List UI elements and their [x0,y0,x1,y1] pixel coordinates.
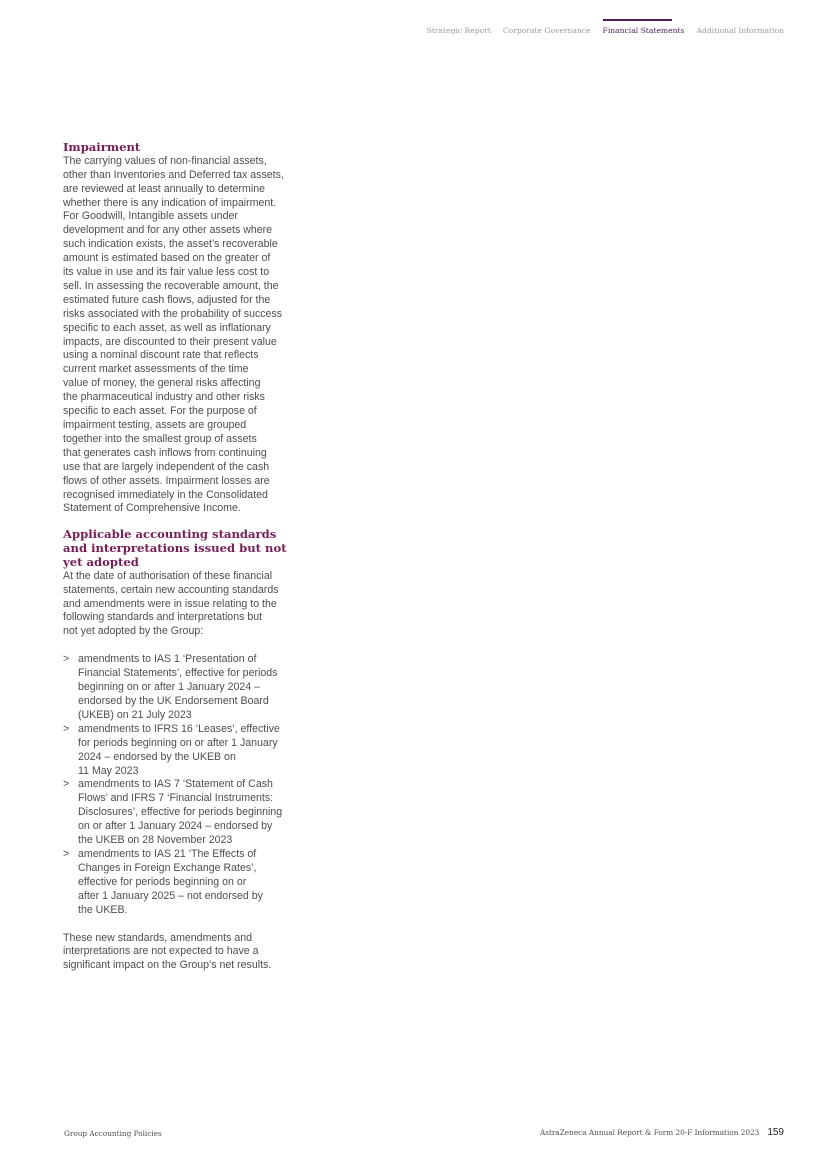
bullet-marker: > [63,778,70,791]
footer-section-title: Group Accounting Policies [64,1129,162,1138]
text-line: Statement of Comprehensive Income. [63,502,241,515]
text-line: flows of other assets. Impairment losses are [63,474,270,487]
bullet-marker: > [63,653,70,666]
bullet-text-line: on or after 1 January 2024 – endorsed by [78,820,273,833]
bullet-text-line: amendments to IAS 1 ‘Presentation of [78,653,257,666]
main-text-column [63,141,303,973]
bullet-text-line: the UKEB. [78,903,128,916]
bullet-text-line: for periods beginning on or after 1 January [78,736,278,749]
text-line: development and for any other assets where [63,224,273,237]
text-line: For Goodwill, Intangible assets under [63,210,238,223]
text-line: At the date of authorisation of these financial [63,569,273,582]
impairment-paragraph [63,155,303,517]
text-line: whether there is any indication of impairment. [63,196,277,209]
text-line: following standards and interpretations but [63,611,263,624]
text-line: current market assessments of the time [63,363,249,376]
impairment-heading: Impairment [63,140,141,154]
bullet-text-line: Financial Statements’, effective for periods [78,667,278,680]
top-navigation [427,26,784,35]
nav-strategic-report[interactable]: Strategic Report [426,26,491,35]
bullet-text-line: 11 May 2023 [78,764,139,777]
heading-line: and interpretations issued but not [63,541,287,556]
text-line: interpretations are not expected to have a [63,945,259,958]
bullet-text-line: 2024 – endorsed by the UKEB on [78,750,236,763]
text-line: other than Inventories and Deferred tax assets, [63,168,284,181]
bullet-marker: > [63,847,70,860]
bullet-text-line: after 1 January 2025 – not endorsed by [78,889,263,902]
bullet-text-line: the UKEB on 28 November 2023 [78,834,233,847]
text-line: specific to each asset. For the purpose of [63,405,257,418]
bullet-text-line: Changes in Foreign Exchange Rates’, [78,861,257,874]
standards-heading [63,528,303,569]
text-line: together into the smallest group of assets [63,432,257,445]
bullet-item [63,778,303,848]
bullet-text-line: (UKEB) on 21 July 2023 [78,708,192,721]
bullet-text-line: amendments to IAS 21 ‘The Effects of [78,847,257,860]
text-line: significant impact on the Group’s net results. [63,959,272,972]
standards-closing-paragraph [63,932,303,974]
heading-line: Applicable accounting standards [63,527,277,542]
text-line: These new standards, amendments and [63,931,253,944]
bullet-text-line: Flows’ and IFRS 7 ‘Financial Instruments: [78,792,274,805]
bullet-text-line: beginning on or after 1 January 2024 – [78,681,260,694]
footer-publication-title: AstraZeneca Annual Report & Form 20-F Information 2023 [539,1128,760,1137]
text-line: and amendments were in issue relating to the [63,597,277,610]
text-line: are reviewed at least annually to determine [63,182,265,195]
bullet-item [63,723,303,779]
page-number: 159 [767,1127,784,1138]
standards-bullet-list [63,653,303,917]
standards-intro-paragraph [63,570,303,640]
heading-line: yet adopted [63,554,139,569]
nav-additional-information[interactable]: Additional Information [696,26,784,35]
text-line: impairment testing, assets are grouped [63,419,247,432]
text-line: value of money, the general risks affecting [63,377,261,390]
bullet-item [63,653,303,723]
nav-corporate-governance[interactable]: Corporate Governance [502,26,591,35]
bullet-marker: > [63,722,70,735]
bullet-text-line: amendments to IAS 7 ‘Statement of Cash [78,778,273,791]
bullet-text-line: effective for periods beginning on or [78,875,247,888]
text-line: estimated future cash flows, adjusted for the [63,293,271,306]
text-line: risks associated with the probability of success [63,307,283,320]
text-line: using a nominal discount rate that reflects [63,349,259,362]
text-line: statements, certain new accounting standards [63,583,279,596]
footer-publication [540,1127,784,1138]
bullet-text-line: amendments to IFRS 16 ‘Leases’, effective [78,722,280,735]
text-line: recognised immediately in the Consolidated [63,488,268,501]
text-line: The carrying values of non-financial assets, [63,154,267,167]
nav-financial-statements[interactable]: Financial Statements [602,26,685,35]
bullet-item [63,848,303,918]
text-line: use that are largely independent of the cash [63,460,270,473]
text-line: that generates cash inflows from continuing [63,446,267,459]
text-line: its value in use and its fair value less cost to [63,266,270,279]
bullet-text-line: endorsed by the UK Endorsement Board [78,695,269,707]
text-line: sell. In assessing the recoverable amount, the [63,279,279,292]
text-line: the pharmaceutical industry and other risks [63,391,265,404]
text-line: such indication exists, the asset’s recoverable [63,238,278,251]
bullet-text-line: Disclosures’, effective for periods beginning [78,806,283,819]
text-line: impacts, are discounted to their present value [63,335,277,348]
text-line: specific to each asset, as well as inflationary [63,321,271,334]
text-line: not yet adopted by the Group: [63,625,204,638]
text-line: amount is estimated based on the greater of [63,252,271,265]
